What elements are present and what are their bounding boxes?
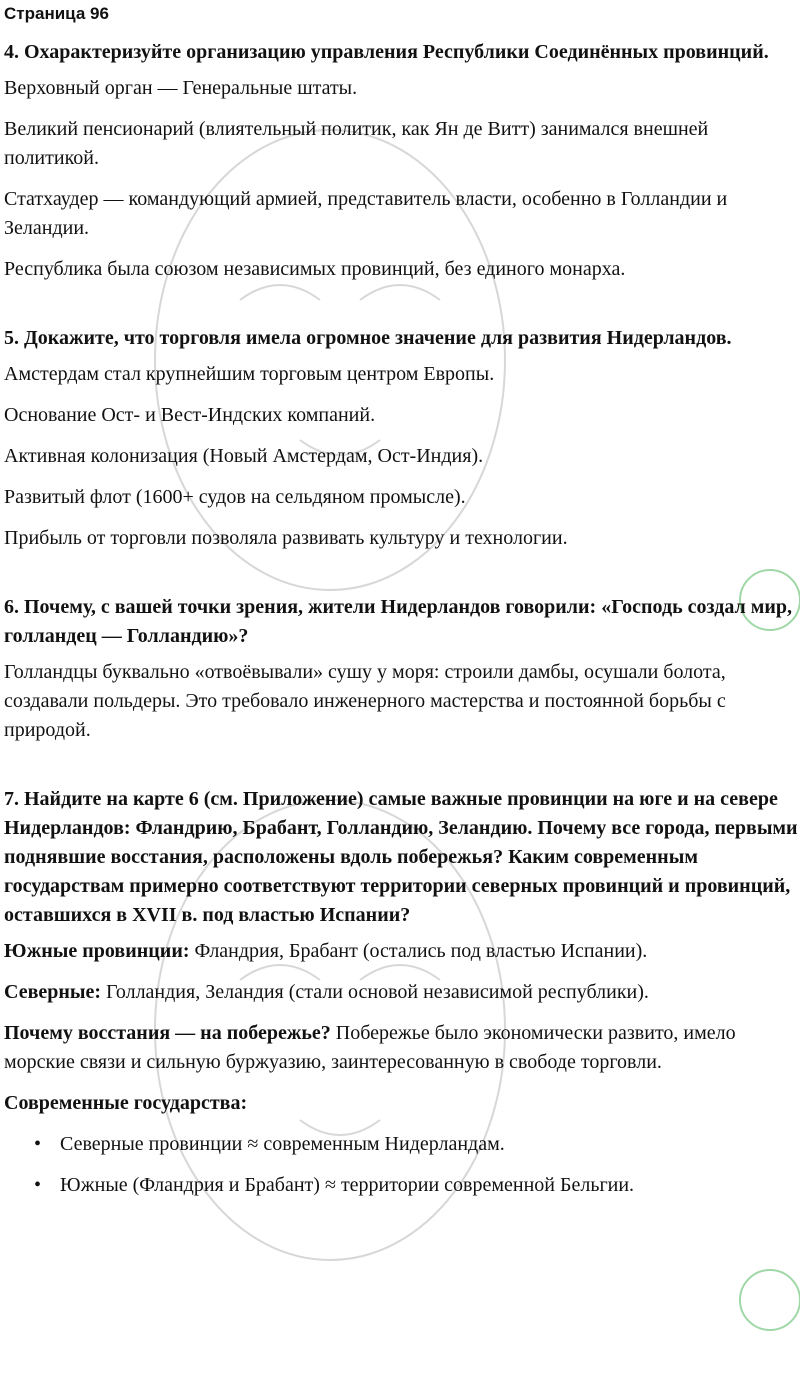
section-5 xyxy=(4,324,798,553)
answer-paragraph: Республика была союзом независимых провинций, без единого монарха. xyxy=(4,258,626,280)
answer-item xyxy=(4,978,798,1007)
question-5: 5. Докажите, что торговля имела огромное значение для развития Нидерландов. xyxy=(4,327,732,349)
section-4 xyxy=(4,38,798,284)
list-item xyxy=(4,1130,798,1159)
answer-item-text: Фландрия, Брабант (остались под властью Испании). xyxy=(189,940,648,962)
answer-item xyxy=(4,937,798,966)
question-4: 4. Охарактеризуйте организацию управления Республики Соединённых провинций. xyxy=(4,41,769,63)
answer-item xyxy=(4,1019,798,1077)
section-7 xyxy=(4,785,798,1200)
answer-paragraph: Великий пенсионарий (влиятельный политик, как Ян де Витт) занимался внешней политикой. xyxy=(4,118,709,169)
answer-item-label: Северные: xyxy=(4,981,102,1003)
answer-paragraph: Развитый флот (1600+ судов на сельдяном промысле). xyxy=(4,486,466,508)
list-item-text: Южные (Фландрия и Брабант) ≈ территории современной Бельгии. xyxy=(60,1174,635,1196)
page-label: Страница 96 xyxy=(4,4,109,23)
answer-item-label: Южные провинции: xyxy=(4,940,190,962)
answer-paragraph: Амстердам стал крупнейшим торговым центром Европы. xyxy=(4,363,495,385)
answer-paragraph: Прибыль от торговли позволяла развивать культуру и технологии. xyxy=(4,527,568,549)
answer-item-text: Побережье было экономически развито, имело морские связи и сильную буржуазию, заинтересованную в свободе торговли. xyxy=(4,1022,736,1073)
answer-paragraph: Голландцы буквально «отвоёвывали» сушу у моря: строили дамбы, осушали болота, создавали польдеры. Это требовало инженерного мастерства и постоянной борьбы с природой. xyxy=(4,661,726,741)
list-heading xyxy=(4,1089,798,1118)
answer-item-text: Голландия, Зеландия (стали основой независимой республики). xyxy=(101,981,649,1003)
answer-item-label: Почему восстания — на побережье? xyxy=(4,1022,331,1044)
bullet-list xyxy=(4,1130,798,1200)
section-6 xyxy=(4,593,798,745)
question-7: 7. Найдите на карте 6 (см. Приложение) самые важные провинции на юге и на севере Нидерландов: Фландрию, Брабант, Голландию, Зеландию. Почему все города, первыми поднявшие восстания, расположены вдоль побережья? Каким современным государствам примерно соответствуют территории северных провинций и провинций, оставшихся в XVII в. под властью Испании? xyxy=(4,788,798,926)
bullet-icon: • xyxy=(34,1133,42,1155)
list-heading-text: Современные государства: xyxy=(4,1092,248,1114)
list-item xyxy=(4,1171,798,1200)
list-item-text: Северные провинции ≈ современным Нидерландам. xyxy=(60,1133,505,1155)
answer-paragraph: Активная колонизация (Новый Амстердам, Ост-Индия). xyxy=(4,445,484,467)
bullet-icon: • xyxy=(34,1174,42,1196)
answer-paragraph: Основание Ост- и Вест-Индских компаний. xyxy=(4,404,376,426)
question-6: 6. Почему, с вашей точки зрения, жители Нидерландов говорили: «Господь создал мир, голландец — Голландию»? xyxy=(4,596,793,647)
watermark-green-circle-2 xyxy=(740,1270,800,1330)
answer-paragraph: Верховный орган — Генеральные штаты. xyxy=(4,77,358,99)
answer-paragraph: Статхаудер — командующий армией, представитель власти, особенно в Голландии и Зеландии. xyxy=(4,188,728,239)
